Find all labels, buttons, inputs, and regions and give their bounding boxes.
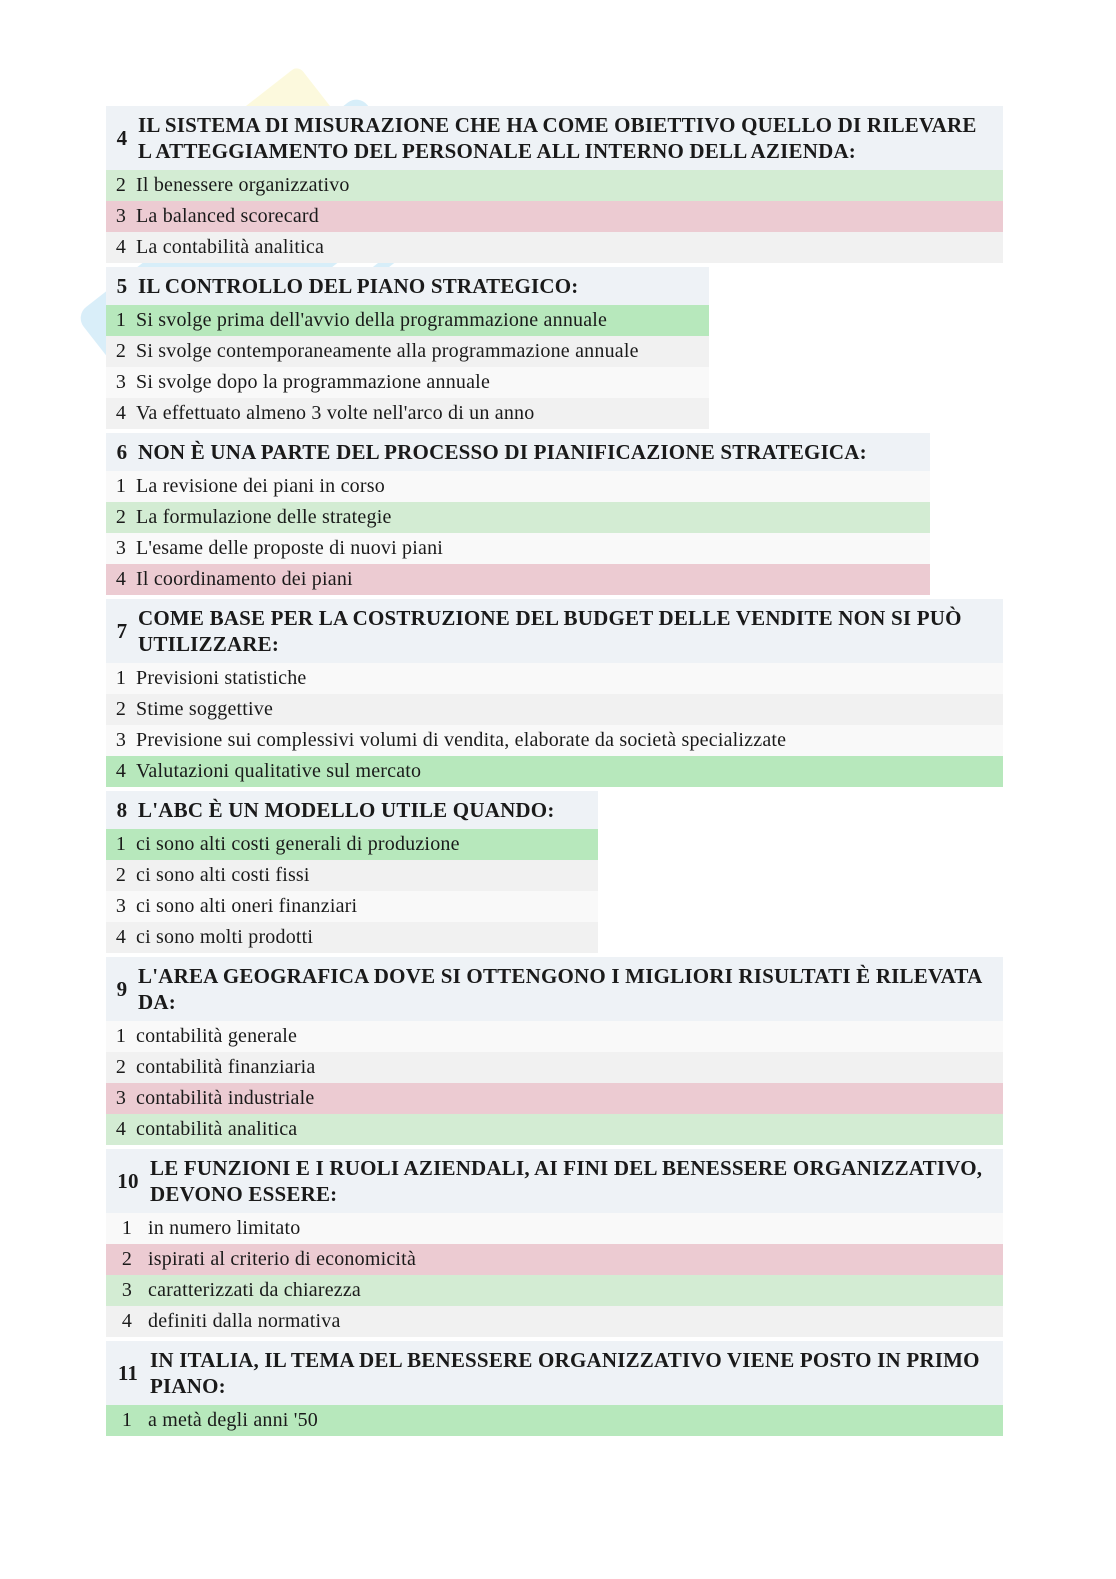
answer-number: 3: [115, 729, 127, 751]
answer-number: 4: [115, 568, 127, 590]
answer-number: 1: [115, 309, 127, 331]
answer-text: Si svolge contemporaneamente alla programmazione annuale: [136, 340, 639, 362]
question-block: [106, 791, 598, 953]
answer-number: 3: [115, 371, 127, 393]
question-number: 8: [116, 798, 128, 822]
question-header: [106, 106, 1003, 170]
answer-number: 4: [115, 926, 127, 948]
answer-number: 1: [121, 1409, 133, 1431]
answer-text: a metà degli anni '50: [148, 1409, 318, 1431]
question-header: [106, 1341, 1003, 1405]
answer-number: 3: [115, 895, 127, 917]
answer-text: La revisione dei piani in corso: [136, 475, 385, 497]
answer-row[interactable]: [106, 1405, 1003, 1436]
answer-number: 2: [115, 340, 127, 362]
answer-text: caratterizzati da chiarezza: [148, 1279, 361, 1301]
answer-text: contabilità finanziaria: [136, 1056, 316, 1078]
answer-row[interactable]: [106, 232, 1003, 263]
answer-row[interactable]: [106, 663, 1003, 694]
answer-row[interactable]: [106, 1083, 1003, 1114]
answer-row[interactable]: [106, 1306, 1003, 1337]
answer-text: ci sono alti costi generali di produzione: [136, 833, 460, 855]
question-header: [106, 791, 598, 829]
answer-row[interactable]: [106, 891, 598, 922]
answer-text: ci sono alti costi fissi: [136, 864, 310, 886]
answer-row[interactable]: [106, 860, 598, 891]
answer-row[interactable]: [106, 756, 1003, 787]
question-number: 7: [116, 619, 128, 643]
answer-row[interactable]: [106, 170, 1003, 201]
question-block: [106, 267, 709, 429]
question-text: LE FUNZIONI E I RUOLI AZIENDALI, AI FINI DEL BENESSERE ORGANIZZATIVO, DEVONO ESSERE:: [150, 1156, 983, 1206]
answer-text: ispirati al criterio di economicità: [148, 1248, 417, 1270]
answer-number: 2: [115, 1056, 127, 1078]
question-block: [106, 599, 1003, 787]
question-block: [106, 106, 1003, 263]
answer-text: Il coordinamento dei piani: [136, 568, 353, 590]
answer-row[interactable]: [106, 564, 930, 595]
question-text: NON È UNA PARTE DEL PROCESSO DI PIANIFICAZIONE STRATEGICA:: [138, 440, 867, 464]
answer-number: 4: [115, 1118, 127, 1140]
answer-text: Valutazioni qualitative sul mercato: [136, 760, 422, 782]
question-block: [106, 433, 930, 595]
question-text: L'AREA GEOGRAFICA DOVE SI OTTENGONO I MIGLIORI RISULTATI È RILEVATA DA:: [138, 964, 982, 1014]
answer-number: 2: [115, 506, 127, 528]
question-number: 9: [116, 977, 128, 1001]
quiz-list: [106, 106, 1003, 1440]
answer-row[interactable]: [106, 725, 1003, 756]
question-text: COME BASE PER LA COSTRUZIONE DEL BUDGET DELLE VENDITE NON SI PUÒ UTILIZZARE:: [138, 606, 962, 656]
answer-number: 4: [115, 402, 127, 424]
answer-row[interactable]: [106, 922, 598, 953]
question-header: [106, 433, 930, 471]
answer-row[interactable]: [106, 1052, 1003, 1083]
question-number: 11: [117, 1361, 139, 1385]
question-block: [106, 1341, 1003, 1436]
answer-text: Stime soggettive: [136, 698, 274, 720]
answer-text: contabilità generale: [136, 1025, 298, 1047]
answer-number: 4: [115, 760, 127, 782]
question-number: 4: [116, 126, 128, 150]
question-text: IN ITALIA, IL TEMA DEL BENESSERE ORGANIZZATIVO VIENE POSTO IN PRIMO PIANO:: [150, 1348, 980, 1398]
answer-row[interactable]: [106, 533, 930, 564]
answer-text: L'esame delle proposte di nuovi piani: [136, 537, 444, 559]
answer-text: Il benessere organizzativo: [136, 174, 350, 196]
answer-text: in numero limitato: [148, 1217, 301, 1239]
answer-number: 1: [115, 667, 127, 689]
answer-number: 2: [115, 864, 127, 886]
answer-number: 2: [115, 698, 127, 720]
question-text: IL SISTEMA DI MISURAZIONE CHE HA COME OBIETTIVO QUELLO DI RILEVARE L ATTEGGIAMENTO DEL PERSONALE ALL INTERNO DELL AZIENDA:: [138, 113, 977, 163]
answer-text: ci sono alti oneri finanziari: [136, 895, 358, 917]
answer-number: 1: [115, 1025, 127, 1047]
answer-row[interactable]: [106, 367, 709, 398]
answer-row[interactable]: [106, 694, 1003, 725]
answer-row[interactable]: [106, 201, 1003, 232]
answer-text: contabilità industriale: [136, 1087, 315, 1109]
answer-number: 3: [115, 1087, 127, 1109]
question-block: [106, 957, 1003, 1145]
question-header: [106, 957, 1003, 1021]
answer-text: definiti dalla normativa: [148, 1310, 341, 1332]
question-number: 6: [116, 440, 128, 464]
answer-number: 3: [115, 205, 127, 227]
question-block: [106, 1149, 1003, 1337]
answer-row[interactable]: [106, 1213, 1003, 1244]
answer-text: La balanced scorecard: [136, 205, 319, 227]
answer-number: 2: [115, 174, 127, 196]
answer-text: Si svolge prima dell'avvio della programmazione annuale: [136, 309, 608, 331]
answer-number: 1: [115, 475, 127, 497]
answer-row[interactable]: [106, 1275, 1003, 1306]
answer-number: 3: [115, 537, 127, 559]
answer-row[interactable]: [106, 502, 930, 533]
answer-row[interactable]: [106, 1114, 1003, 1145]
answer-number: 3: [121, 1279, 133, 1301]
answer-number: 4: [115, 236, 127, 258]
answer-text: Previsione sui complessivi volumi di vendita, elaborate da società specializzate: [136, 729, 787, 751]
answer-text: contabilità analitica: [136, 1118, 298, 1140]
answer-row[interactable]: [106, 1244, 1003, 1275]
answer-text: La formulazione delle strategie: [136, 506, 392, 528]
question-header: [106, 1149, 1003, 1213]
answer-number: 4: [121, 1310, 133, 1332]
answer-number: 1: [115, 833, 127, 855]
answer-text: ci sono molti prodotti: [136, 926, 314, 948]
answer-text: Va effettuato almeno 3 volte nell'arco di un anno: [136, 402, 535, 424]
answer-text: Si svolge dopo la programmazione annuale: [136, 371, 491, 393]
question-header: [106, 267, 709, 305]
answer-row[interactable]: [106, 471, 930, 502]
answer-number: 1: [121, 1217, 133, 1239]
question-text: L'ABC È UN MODELLO UTILE QUANDO:: [138, 798, 555, 822]
answer-number: 2: [121, 1248, 133, 1270]
question-number: 5: [116, 274, 128, 298]
question-header: [106, 599, 1003, 663]
answer-text: La contabilità analitica: [136, 236, 325, 258]
answer-row[interactable]: [106, 336, 709, 367]
question-number: 10: [117, 1169, 139, 1193]
question-text: IL CONTROLLO DEL PIANO STRATEGICO:: [138, 274, 579, 298]
answer-row[interactable]: [106, 305, 709, 336]
answer-text: Previsioni statistiche: [136, 667, 307, 689]
answer-row[interactable]: [106, 829, 598, 860]
answer-row[interactable]: [106, 1021, 1003, 1052]
answer-row[interactable]: [106, 398, 709, 429]
